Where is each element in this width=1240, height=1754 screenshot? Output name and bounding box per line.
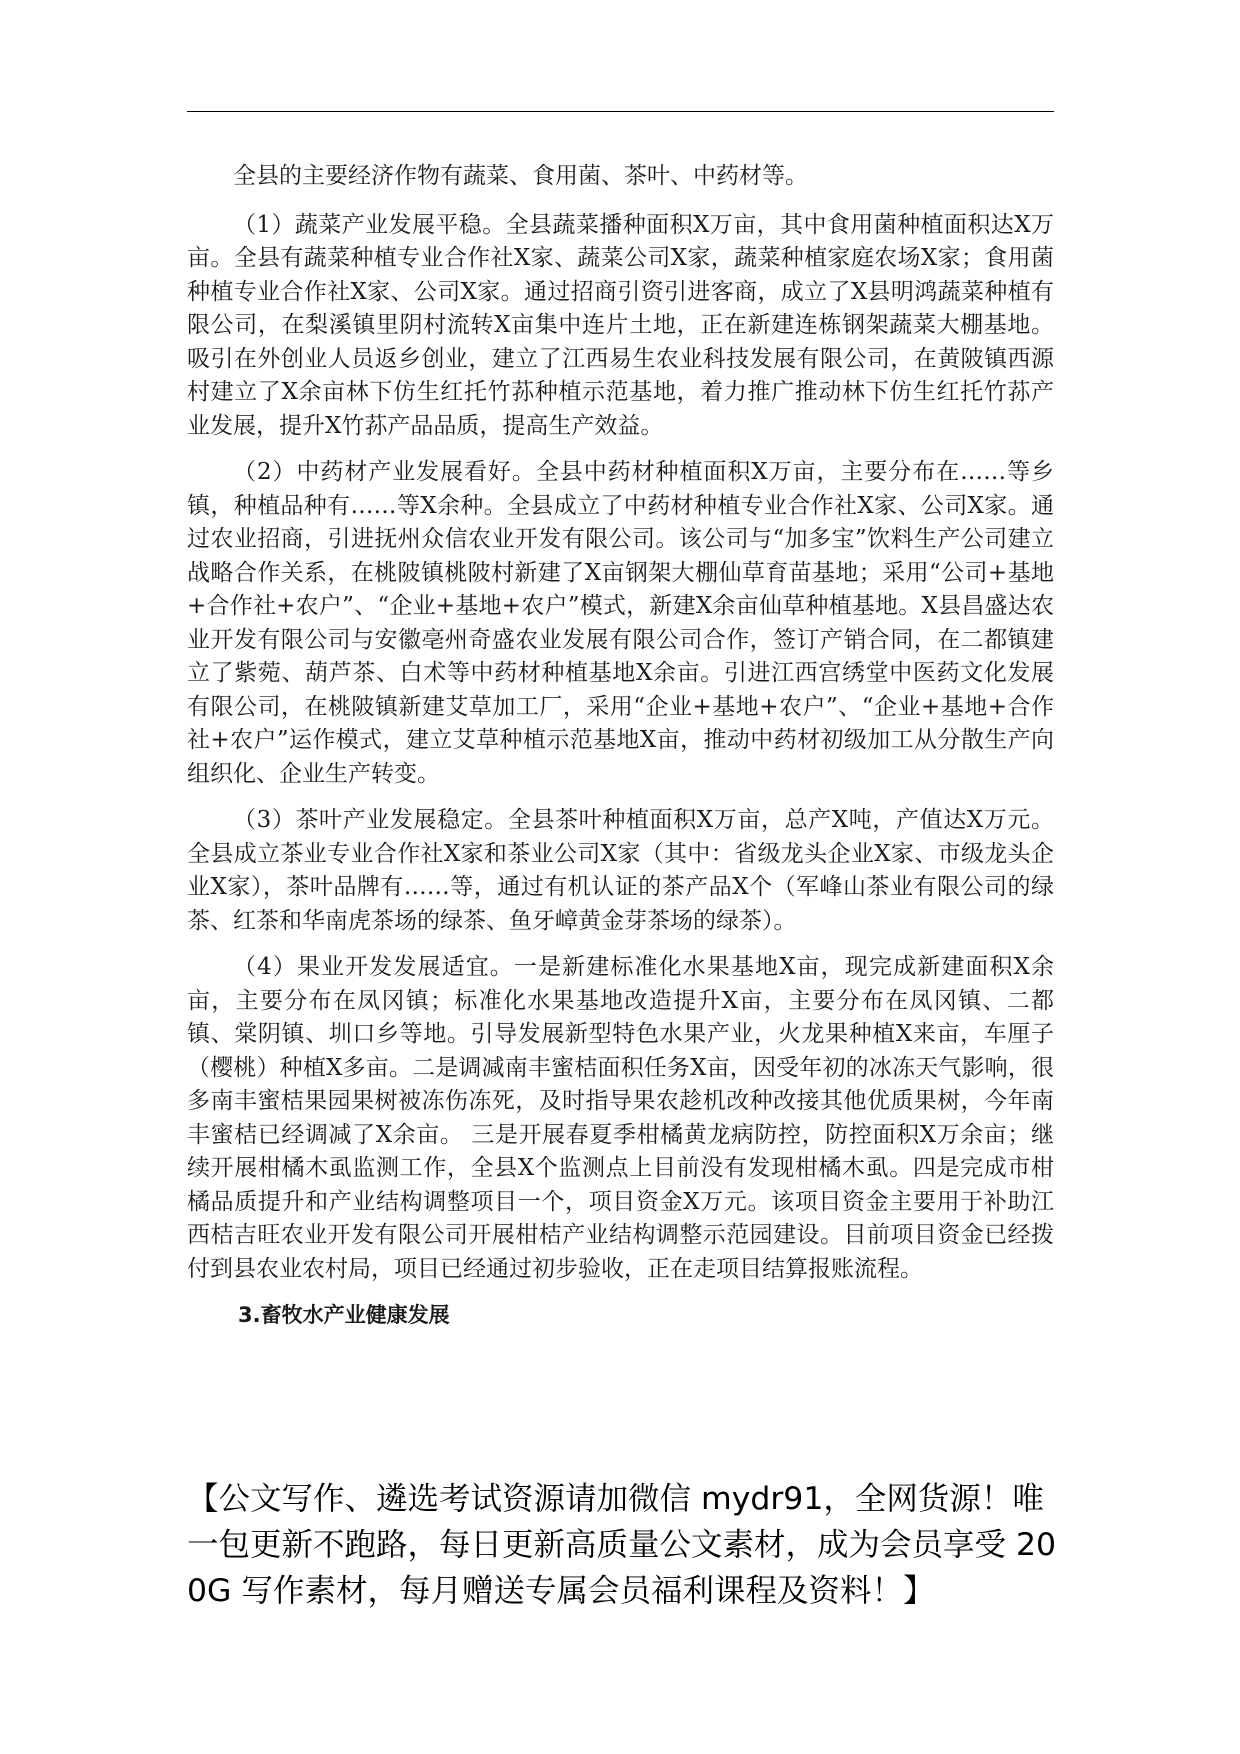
document-body (187, 160, 1054, 1332)
vegetable-industry-paragraph: （1）蔬菜产业发展平稳。全县蔬菜播种面积X万亩，其中食用菌种植面积达X万亩。全县有蔬菜种植专业合作社X家、蔬菜公司X家，蔬菜种植家庭农场X家；食用菌种植专业合作社X家、公司X家。通过招商引资引进客商，成立了X县明鸿蔬菜种植有限公司，在梨溪镇里阴村流转X亩集中连片土地，正在新建连栋钢架蔬菜大棚基地。吸引在外创业人员返乡创业，建立了江西易生农业科技发展有限公司，在黄陂镇西源村建立了X余亩林下仿生红托竹荪种植示范基地，着力推广推动林下仿生红托竹荪产业发展，提升X竹荪产品品质，提高生产效益。 (187, 211, 1054, 439)
intro-paragraph: 全县的主要经济作物有蔬菜、食用菌、茶叶、中药材等。 (233, 163, 808, 189)
header-rule (187, 111, 1054, 112)
section-heading: 3.畜牧水产业健康发展 (238, 1303, 450, 1327)
herbal-medicine-paragraph: （2）中药材产业发展看好。全县中药材种植面积X万亩，主要分布在……等乡镇，种植品种有……等X余种。全县成立了中药材种植专业合作社X家、公司X家。通过农业招商，引进抚州众信农业开发有限公司。该公司与“加多宝”饮料生产公司建立战略合作关系，在桃陂镇桃陂村新建了X亩钢架大棚仙草育苗基地；采用“公司+基地+合作社+农户”、“企业+基地+农户”模式，新建X余亩仙草种植基地。X县昌盛达农业开发有限公司与安徽亳州奇盛农业发展有限公司合作，签订产销合同，在二都镇建立了紫菀、葫芦茶、白术等中药材种植基地X余亩。引进江西宫绣堂中医药文化发展有限公司，在桃陂镇新建艾草加工厂，采用“企业+基地+农户”、“企业+基地+合作社+农户”运作模式，建立艾草种植示范基地X亩，推动中药材初级加工从分散生产向组织化、企业生产转变。 (187, 459, 1054, 787)
promo-banner: 【公文写作、遴选考试资源请加微信 mydr91，全网货源！唯一包更新不跑路，每日更新高质量公文素材，成为会员享受 200G 写作素材，每月赠送专属会员福利课程及资料！】 (187, 1481, 1057, 1609)
fruit-industry-paragraph: （4）果业开发发展适宜。一是新建标准化水果基地X亩，现完成新建面积X余亩，主要分布在凤冈镇；标准化水果基地改造提升X亩，主要分布在凤冈镇、二都镇、棠阴镇、圳口乡等地。引导发展新型特色水果产业，火龙果种植X来亩，车厘子（樱桃）种植X多亩。二是调减南丰蜜桔面积任务X亩，因受年初的冰冻天气影响，很多南丰蜜桔果园果树被冻伤冻死，及时指导果农趁机改种改接其他优质果树，今年南丰蜜桔已经调减了X余亩。 三是开展春夏季柑橘黄龙病防控，防控面积X万余亩；继续开展柑橘木虱监测工作，全县X个监测点上目前没有发现柑橘木虱。四是完成市柑橘品质提升和产业结构调整项目一个，项目资金X万元。该项目资金主要用于补助江西桔吉旺农业开发有限公司开展柑桔产业结构调整示范园建设。目前项目资金已经拨付到县农业农村局，项目已经通过初步验收，正在走项目结算报账流程。 (187, 954, 1054, 1282)
tea-industry-paragraph: （3）茶叶产业发展稳定。全县茶叶种植面积X万亩，总产X吨，产值达X万元。全县成立茶业专业合作社X家和茶业公司X家（其中：省级龙头企业X家、市级龙头企业X家），茶叶品牌有……等，通过有机认证的茶产品X个（军峰山茶业有限公司的绿茶、红茶和华南虎茶场的绿茶、鱼牙嶂黄金芽茶场的绿茶）。 (187, 807, 1054, 934)
